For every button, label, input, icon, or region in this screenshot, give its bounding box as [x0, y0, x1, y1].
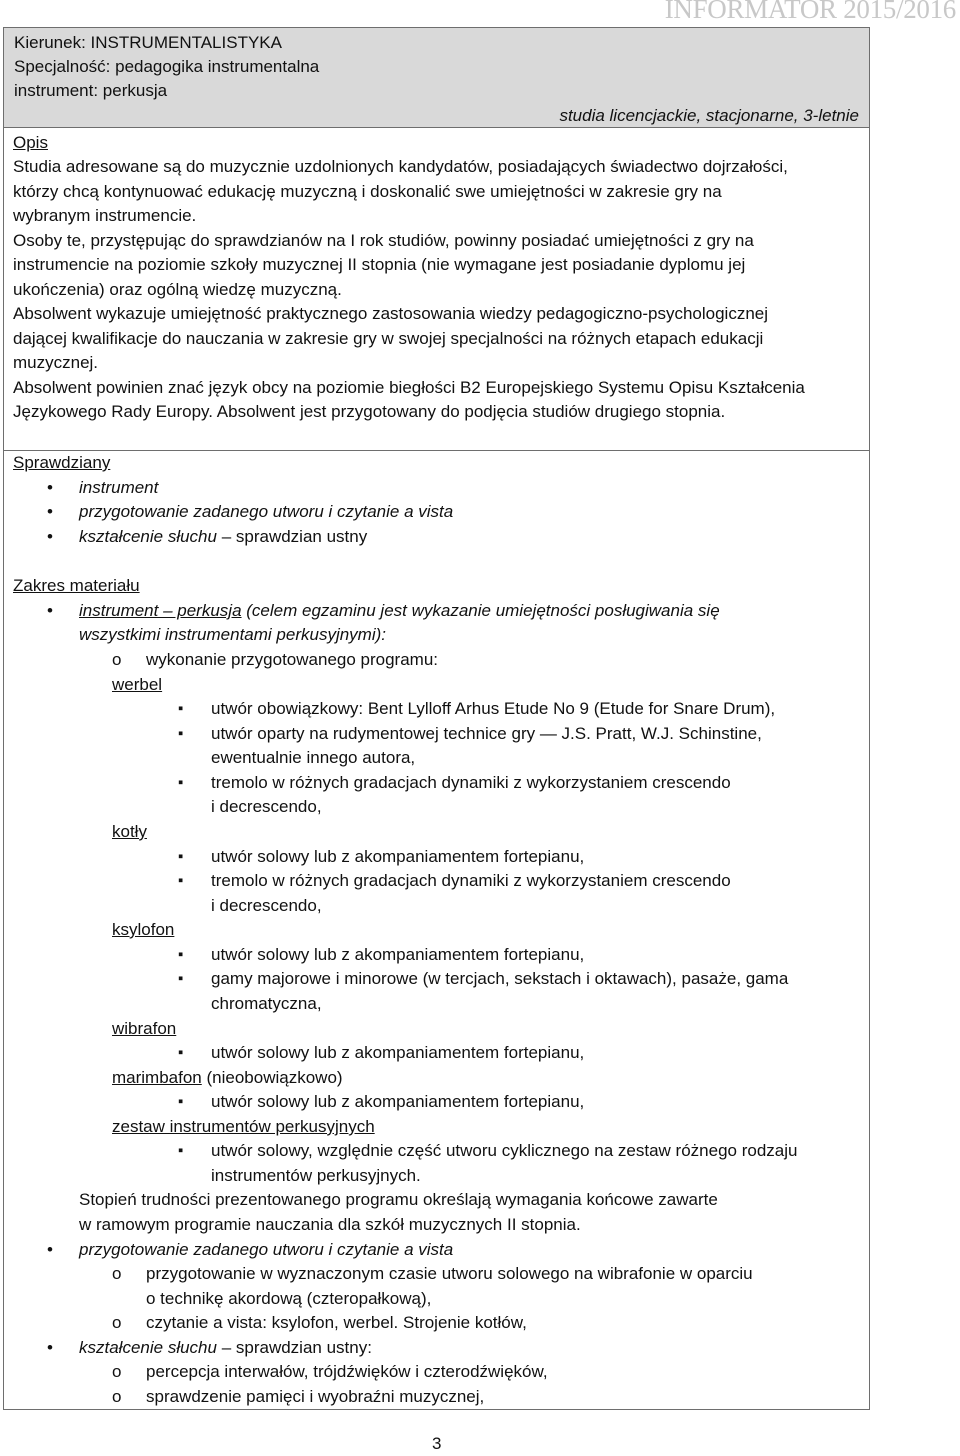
ksztalcenie-rest: – sprawdzian ustny [216, 527, 368, 546]
opis-heading: Opis [13, 133, 48, 152]
marimbafon-line [112, 1066, 343, 1090]
zestaw-heading: zestaw instrumentów perkusyjnych [112, 1117, 375, 1136]
wibrafon-heading: wibrafon [112, 1019, 177, 1038]
page-number: 3 [432, 1434, 442, 1453]
ksztalcenie-item: percepcja interwałów, trójdźwięków i czterodźwięków, [146, 1362, 548, 1381]
circle-marker: o [112, 1313, 122, 1332]
wykonanie: wykonanie przygotowanego programu: [146, 650, 439, 669]
wibrafon-item: utwór solowy lub z akompaniamentem fortepianu, [211, 1043, 585, 1062]
opis-line: wybranym instrumencie. [13, 206, 197, 225]
specjalnosc: Specjalność: pedagogika instrumentalna [14, 57, 320, 76]
kierunek: Kierunek: INSTRUMENTALISTYKA [14, 33, 282, 52]
przygotowanie-item: przygotowanie w wyznaczonym czasie utworu solowego na wibrafonie w oparciu [146, 1264, 753, 1283]
zakres-heading: Zakres materiału [13, 576, 140, 595]
square-marker: ▪ [178, 1093, 184, 1110]
opis-line: Absolwent powinien znać język obcy na poziomie biegłości B2 Europejskiego Systemu Opisu Kształcenia [13, 378, 805, 397]
ksylofon-item: utwór solowy lub z akompaniamentem fortepianu, [211, 945, 585, 964]
kotly-heading: kotły [112, 822, 147, 841]
sprawdzian-vista: przygotowanie zadanego utworu i czytanie a vista [79, 502, 454, 521]
square-marker: ▪ [178, 774, 184, 791]
marimbafon-heading: marimbafon [112, 1068, 202, 1087]
opis-line: dającej kwalifikacje do nauczania w zakresie gry w swojej specjalności na różnych etapach edukacji [13, 329, 764, 348]
instrument-perkusja: instrument – perkusja [79, 601, 242, 620]
ksylofon-heading: ksylofon [112, 920, 175, 939]
stopien-trudnosci: Stopień trudności prezentowanego programu określają wymagania końcowe zawarte [79, 1190, 718, 1209]
circle-marker: o [112, 650, 122, 669]
opis-line: którzy chcą kontynuować edukację muzyczną i doskonalić swe umiejętności w zakresie gry na [13, 182, 722, 201]
square-marker: ▪ [178, 970, 184, 987]
przygotowanie-item: czytanie a vista: ksylofon, werbel. Strojenie kotłów, [146, 1313, 527, 1332]
square-marker: ▪ [178, 946, 184, 963]
square-marker: ▪ [178, 848, 184, 865]
bullet: • [47, 1338, 53, 1357]
instrument-label: instrument: perkusja [14, 81, 168, 100]
werbel-item: utwór oparty na rudymentowej technice gry — J.S. Pratt, W.J. Schinstine, [211, 724, 762, 743]
opis-line: muzycznej. [13, 353, 99, 372]
circle-marker: o [112, 1387, 122, 1406]
bullet: • [47, 502, 53, 521]
square-marker: ▪ [178, 1142, 184, 1159]
opis-line: Językowego Rady Europy. Absolwent jest przygotowany do podjęcia studiów drugiego stopnia. [13, 402, 726, 421]
circle-marker: o [112, 1362, 122, 1381]
przygotowanie-item-cont: o technikę akordową (czteropałkową), [146, 1289, 432, 1308]
ksztalcenie-heading [79, 1336, 372, 1360]
opis-line: Absolwent wykazuje umiejętność praktycznego zastosowania wiedzy pedagogiczno-psychologicznej [13, 304, 769, 323]
instrument-perkusja-desc: (celem egzaminu jest wykazanie umiejętności posługiwania się [241, 601, 720, 620]
instrument-perkusja-line [79, 599, 720, 623]
square-marker: ▪ [178, 700, 184, 717]
kotly-item-cont: i decrescendo, [211, 896, 322, 915]
ksylofon-item: gamy majorowe i minorowe (w tercjach, sekstach i oktawach), pasaże, gama [211, 969, 789, 988]
square-marker: ▪ [178, 725, 184, 742]
werbel-item: tremolo w różnych gradacjach dynamiki z wykorzystaniem crescendo [211, 773, 731, 792]
sprawdziany-heading: Sprawdziany [13, 453, 111, 472]
kotly-item: tremolo w różnych gradacjach dynamiki z wykorzystaniem crescendo [211, 871, 731, 890]
square-marker: ▪ [178, 872, 184, 889]
opis-line: Studia adresowane są do muzycznie uzdolnionych kandydatów, posiadających świadectwo dojrzałości, [13, 157, 788, 176]
opis-line: Osoby te, przystępując do sprawdzianów na I rok studiów, powinny posiadać umiejętności z gry na [13, 231, 754, 250]
marimbafon-item: utwór solowy lub z akompaniamentem fortepianu, [211, 1092, 585, 1111]
bullet: • [47, 478, 53, 497]
header-box [3, 27, 870, 128]
werbel-item: utwór obowiązkowy: Bent Lylloff Arhus Etude No 9 (Etude for Snare Drum), [211, 699, 776, 718]
ksztalcenie-heading-italic: kształcenie słuchu [79, 1338, 217, 1357]
kotly-item: utwór solowy lub z akompaniamentem fortepianu, [211, 847, 585, 866]
opis-line: instrumencie na poziomie szkoły muzycznej II stopnia (nie wymagane jest posiadanie dyplomu jej [13, 255, 746, 274]
bullet: • [47, 1240, 53, 1259]
werbel-item-cont: ewentualnie innego autora, [211, 748, 416, 767]
ksylofon-item-cont: chromatyczna, [211, 994, 322, 1013]
werbel-item-cont: i decrescendo, [211, 797, 322, 816]
werbel-heading: werbel [112, 675, 163, 694]
opis-line: ukończenia) oraz ogólną wiedzę muzyczną. [13, 280, 342, 299]
bullet: • [47, 527, 53, 546]
sprawdzian-ksztalcenie [79, 525, 367, 549]
zestaw-item-cont: instrumentów perkusyjnych. [211, 1166, 421, 1185]
ksztalcenie-heading-rest: – sprawdzian ustny: [216, 1338, 372, 1357]
sprawdzian-instrument: instrument [79, 478, 159, 497]
zestaw-item: utwór solowy, względnie część utworu cyklicznego na zestaw różnego rodzaju [211, 1141, 798, 1160]
circle-marker: o [112, 1264, 122, 1283]
marimbafon-note: (nieobowiązkowo) [201, 1068, 343, 1087]
ksztalcenie-italic: kształcenie słuchu [79, 527, 217, 546]
przygotowanie-heading: przygotowanie zadanego utworu i czytanie a vista [79, 1240, 454, 1259]
bullet: • [47, 601, 53, 620]
stopien-trudnosci-cont: w ramowym programie nauczania dla szkół muzycznych II stopnia. [79, 1215, 581, 1234]
instrument-perkusja-desc-2: wszystkimi instrumentami perkusyjnymi): [79, 625, 386, 644]
studia-type: studia licencjackie, stacjonarne, 3-letnie [559, 106, 859, 125]
ksztalcenie-item: sprawdzenie pamięci i wyobraźni muzycznej, [146, 1387, 485, 1406]
informator-watermark: INFORMATOR 2015/2016 [664, 0, 956, 24]
square-marker: ▪ [178, 1044, 184, 1061]
